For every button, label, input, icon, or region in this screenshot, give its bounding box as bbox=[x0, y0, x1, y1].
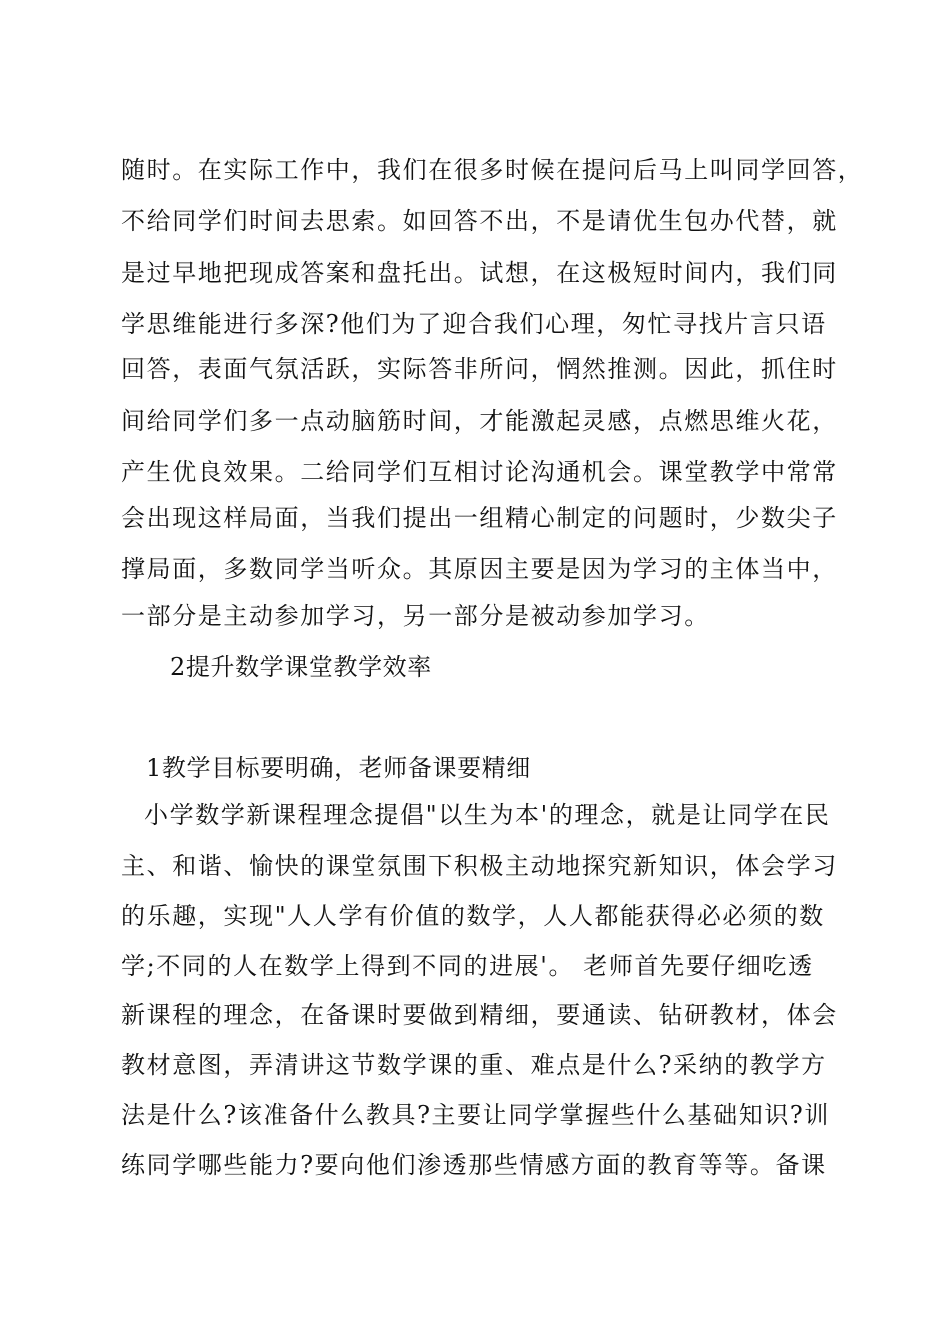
text-line: 学;不同的人在数学上得到不同的进展'。 老师首先要仔细吃透 bbox=[121, 952, 814, 980]
text-line: 法是什么?该准备什么教具?主要让同学掌握些什么基础知识?训 bbox=[121, 1101, 830, 1129]
text-line: 一部分是主动参加学习，另一部分是被动参加学习。 bbox=[121, 602, 710, 630]
text-line: 学思维能进行多深?他们为了迎合我们心理，匆忙寻找片言只语 bbox=[121, 310, 827, 338]
text-line: 会出现这样局面，当我们提出一组精心制定的问题时，少数尖子 bbox=[121, 504, 838, 532]
text-line: 随时。在实际工作中，我们在很多时候在提问后马上叫同学回答， bbox=[121, 156, 864, 184]
text-line: 的乐趣，实现"人人学有价值的数学，人人都能获得必必须的数 bbox=[121, 902, 825, 930]
section-heading: 2提升数学课堂教学效率 bbox=[170, 653, 432, 681]
subsection-heading: 1教学目标要明确，老师备课要精细 bbox=[146, 754, 531, 782]
text-line: 不给同学们时间去思索。如回答不出，不是请优生包办代替，就 bbox=[121, 207, 838, 235]
text-line: 练同学哪些能力?要向他们渗透那些情感方面的教育等等。备课 bbox=[121, 1151, 827, 1179]
text-line: 撑局面，多数同学当听众。其原因主要是因为学习的主体当中， bbox=[121, 555, 838, 583]
text-line: 是过早地把现成答案和盘托出。试想，在这极短时间内，我们同 bbox=[121, 259, 838, 287]
text-line: 主、和谐、愉快的课堂氛围下积极主动地探究新知识，体会学习 bbox=[121, 852, 838, 880]
text-line: 小学数学新课程理念提倡"以生为本'的理念，就是让同学在民 bbox=[144, 801, 831, 829]
text-line: 产生优良效果。二给同学们互相讨论沟通机会。课堂教学中常常 bbox=[121, 458, 838, 486]
text-line: 新课程的理念，在备课时要做到精细，要通读、钻研教材，体会 bbox=[121, 1001, 838, 1029]
text-line: 回答，表面气氛活跃，实际答非所问，惘然推测。因此，抓住时 bbox=[121, 355, 838, 383]
text-line: 间给同学们多一点动脑筋时间，才能激起灵感，点燃思维火花， bbox=[121, 407, 838, 435]
text-line: 教材意图，弄清讲这节数学课的重、难点是什么?采纳的教学方 bbox=[121, 1051, 827, 1079]
